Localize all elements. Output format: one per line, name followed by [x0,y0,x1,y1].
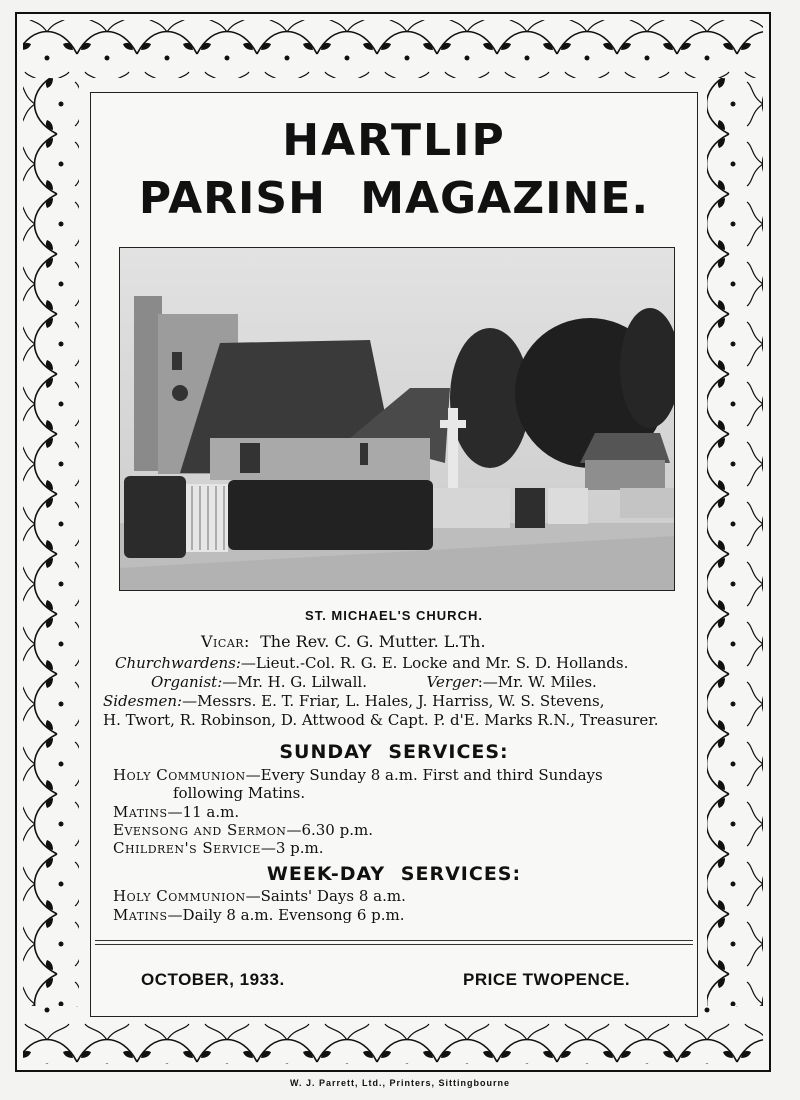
sunday-matins-label: Matins [113,803,168,821]
sunday-matins-time: —11 a.m. [167,803,240,821]
churchwardens-names: —Lieut.-Col. R. G. E. Locke and Mr. S. D. Hollands. [240,654,629,672]
sunday-matins-line [113,803,239,821]
divider-rule [95,940,693,941]
printer-credit: W. J. Parrett, Ltd., Printers, Sittingbourne [289,1078,511,1088]
photo-caption: ST. MICHAEL'S CHURCH. [305,608,483,623]
verger-name: :—Mr. W. Miles. [477,673,597,691]
masthead-line-2: PARISH MAGAZINE. [138,173,650,224]
organist-verger-line [151,673,597,691]
weekday-matins-line [113,906,405,924]
sunday-children-line [113,839,324,857]
sidesmen-label: Sidesmen: [103,692,183,710]
sunday-evensong-label: Evensong and Sermon [113,821,287,839]
issue-price: PRICE TWOPENCE. [463,970,631,989]
ornamental-frame [15,12,771,1072]
issue-date: OCTOBER, 1933. [141,970,285,989]
masthead-line-1: HARTLIP [282,115,506,166]
churchwardens-line [115,654,628,672]
sunday-evensong-time: —6.30 p.m. [286,821,373,839]
weekday-services-heading: WEEK-DAY SERVICES: [266,863,522,885]
weekday-matins-time: —Daily 8 a.m. Evensong 6 p.m. [167,906,405,924]
sidesmen-line-2: H. Twort, R. Robinson, D. Attwood & Capt. P. d'E. Marks R.N., Treasurer. [103,711,659,729]
sunday-children-label: Children's Service [113,839,261,857]
sunday-services-heading: SUNDAY SERVICES: [279,741,509,763]
vicar-label: Vicar: [201,632,250,651]
sidesmen-names-1: —Messrs. E. T. Friar, L. Hales, J. Harriss, W. S. Stevens, [182,692,605,710]
weekday-communion-line [113,887,406,905]
divider-rule-2 [95,944,693,945]
sunday-children-time: —3 p.m. [260,839,324,857]
vicar-name: The Rev. C. G. Mutter. L.Th. [260,632,486,651]
organist-label: Organist: [151,673,223,691]
sunday-communion-line-2: following Matins. [173,784,306,802]
weekday-communion-label: Holy Communion [113,887,246,905]
organist-name: —Mr. H. G. Lilwall. [222,673,367,691]
weekday-communion-time: —Saints' Days 8 a.m. [245,887,406,905]
sunday-communion-line [113,766,603,784]
sunday-evensong-line [113,821,373,839]
sunday-communion-label: Holy Communion [113,766,246,784]
church-photograph [119,247,675,591]
verger-label: Verger [426,673,478,691]
weekday-matins-label: Matins [113,906,168,924]
churchwardens-label: Churchwardens: [115,654,241,672]
sidesmen-line-1 [103,692,605,710]
sunday-communion-times: —Every Sunday 8 a.m. First and third Sundays [245,766,603,784]
vicar-line [201,632,486,651]
cover-panel [90,92,698,1017]
